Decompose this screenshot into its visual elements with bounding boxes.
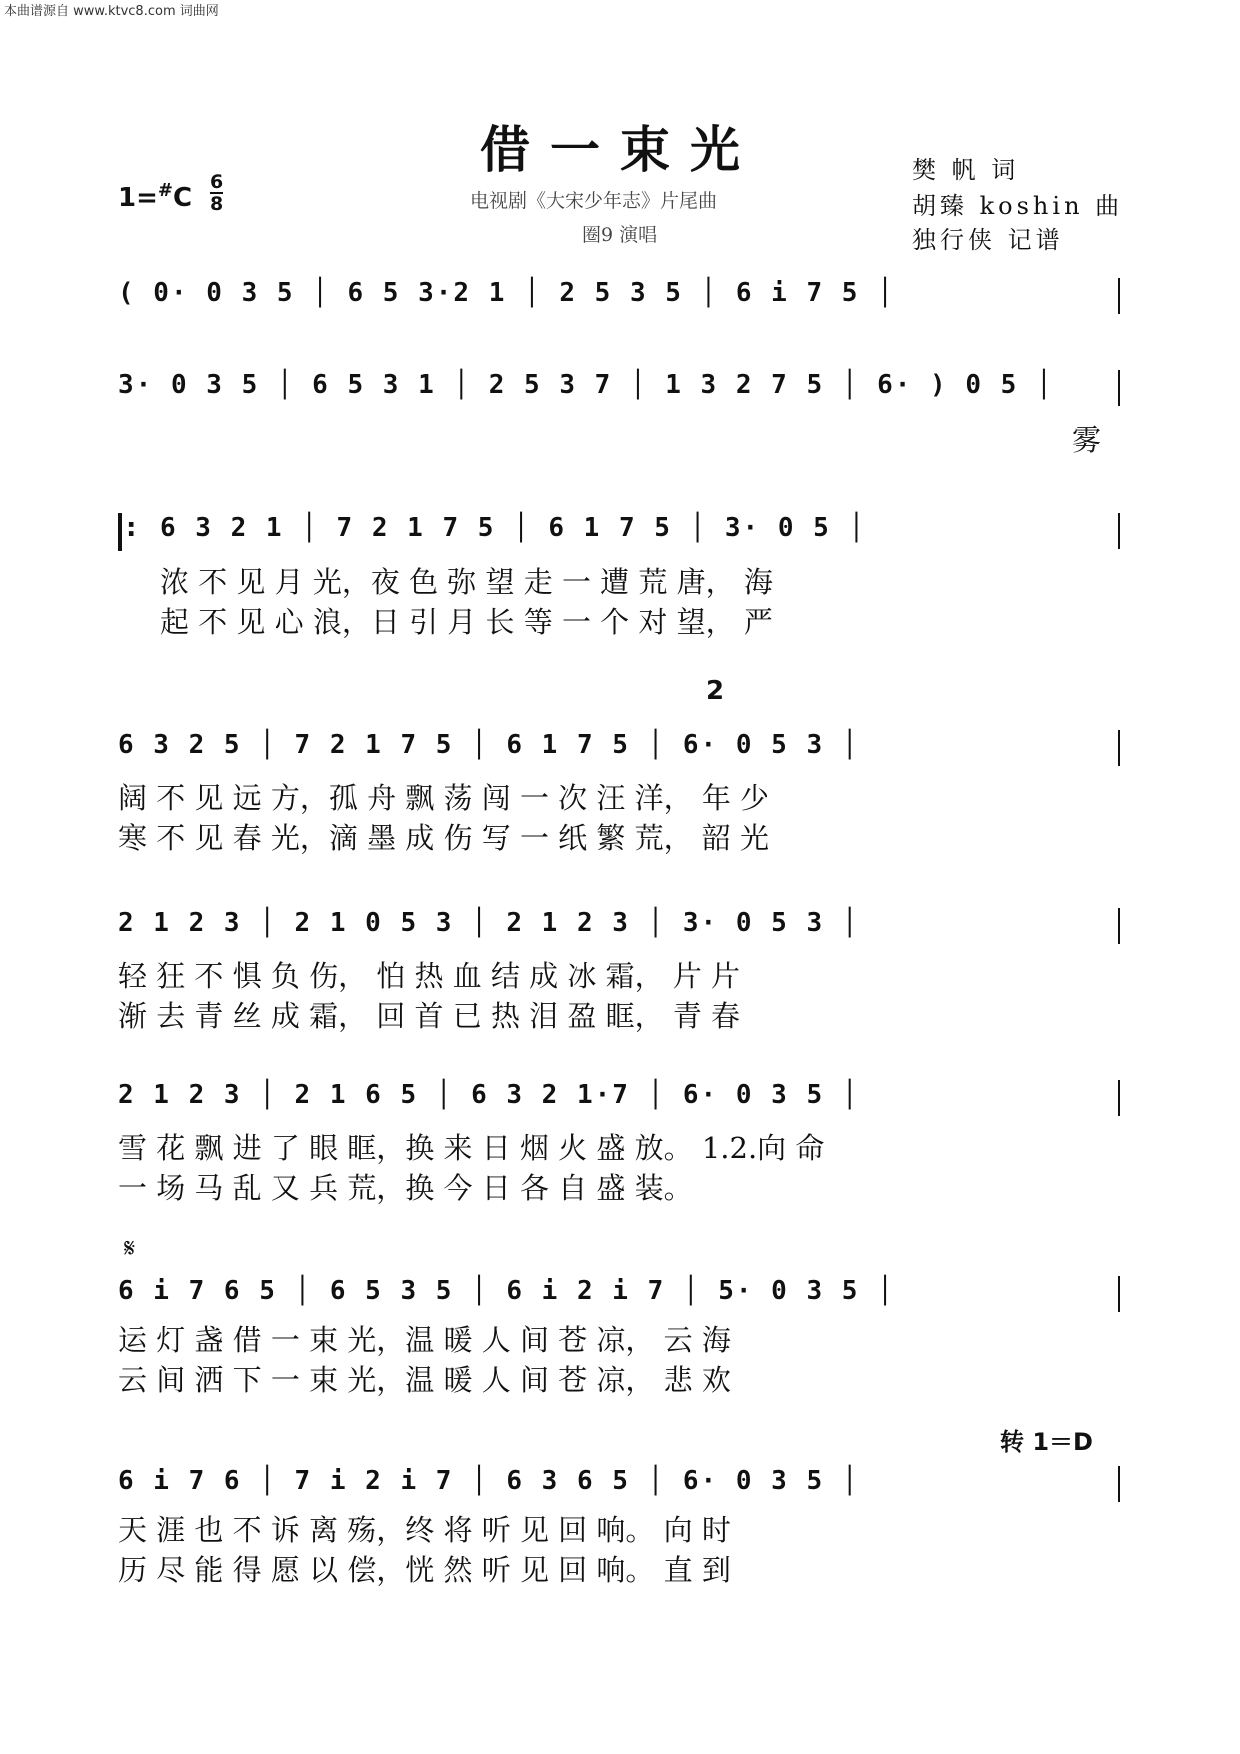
notation-row-2: 3· 0 3 5 │ 6 5 3 1 │ 2 5 3 7 │ 1 3 2 7 5 │ 6· ) 0 5 │ xyxy=(118,370,1054,400)
watermark: 本曲谱源自 www.ktvc8.com 词曲网 xyxy=(4,4,219,19)
key-note: C xyxy=(172,183,193,213)
lyricist-credit: 樊 帆 词 xyxy=(912,156,1020,184)
lyric-row-8-verse-2: 历 尽 能 得 愿 以 偿，恍 然 听 见 回 响。 直 到 xyxy=(118,1553,731,1587)
lyric-row-3-verse-2: 起 不 见 心 浪，日 引 月 长 等 一 个 对 望， 严 xyxy=(160,605,773,639)
composer-credit: 胡臻 koshin 曲 xyxy=(912,192,1124,220)
lyric-row-3-verse-1: 浓 不 见 月 光，夜 色 弥 望 走 一 遭 荒 唐， 海 xyxy=(160,565,773,599)
time-denominator: 8 xyxy=(210,193,224,215)
barline xyxy=(1118,908,1120,944)
performer: 圈9 演唱 xyxy=(582,224,658,246)
repeat-start-bar xyxy=(118,513,122,551)
lyric-row-6-verse-2: 一 场 马 乱 又 兵 荒，换 今 日 各 自 盛 装。 xyxy=(118,1171,693,1205)
barline xyxy=(1118,370,1120,406)
lyric-row-8-verse-1: 天 涯 也 不 诉 离 殇，终 将 听 见 回 响。 向 时 xyxy=(118,1513,731,1547)
notation-row-4: 6 3 2 5 │ 7 2 1 7 5 │ 6 1 7 5 │ 6· 0 5 3 │ xyxy=(118,730,860,760)
notation-row-1: ( 0· 0 3 5 │ 6 5 3·2 1 │ 2 5 3 5 │ 6 i 7 5 │ xyxy=(118,278,895,308)
lyric-row-2: 雾 xyxy=(1072,423,1102,457)
subtitle: 电视剧《大宋少年志》片尾曲 xyxy=(470,190,718,212)
lyric-row-4-verse-1: 阔 不 见 远 方，孤 舟 飘 荡 闯 一 次 汪 洋， 年 少 xyxy=(118,781,770,815)
segno-sign: 𝄋 xyxy=(124,1234,136,1264)
key-signature xyxy=(118,180,192,213)
notation-row-5: 2 1 2 3 │ 2 1 0 5 3 │ 2 1 2 3 │ 3· 0 5 3 │ xyxy=(118,908,860,938)
barline xyxy=(1118,1276,1120,1312)
key-prefix: 1= xyxy=(118,183,158,213)
notation-row-8: 6 i 7 6 │ 7 i 2 i 7 │ 6 3 6 5 │ 6· 0 3 5 │ xyxy=(118,1466,860,1496)
sharp-sign: # xyxy=(157,180,173,201)
barline xyxy=(1118,730,1120,766)
lyric-row-4-verse-2: 寒 不 见 春 光，滴 墨 成 伤 写 一 纸 繁 荒， 韶 光 xyxy=(118,821,770,855)
barline xyxy=(1118,1466,1120,1502)
barline xyxy=(1118,278,1120,314)
lyric-row-7-verse-2: 云 间 洒 下 一 束 光，温 暖 人 间 苍 凉， 悲 欢 xyxy=(118,1363,731,1397)
transcriber-credit: 独行侠 记谱 xyxy=(912,226,1064,254)
notation-row-3: 6 3 2 1 │ 7 2 1 7 5 │ 6 1 7 5 │ 3· 0 5 │ xyxy=(160,513,867,543)
lyric-row-7-verse-1: 运 灯 盏 借 一 束 光，温 暖 人 间 苍 凉， 云 海 xyxy=(118,1323,731,1357)
time-numerator: 6 xyxy=(210,171,224,193)
song-title: 借一束光 xyxy=(480,120,760,179)
time-signature xyxy=(210,172,223,214)
volta-2-mark: 2 xyxy=(706,676,725,706)
notation-row-7: 6 i 7 6 5 │ 6 5 3 5 │ 6 i 2 i 7 │ 5· 0 3 5 │ xyxy=(118,1276,895,1306)
barline xyxy=(1118,513,1120,549)
modulation-mark: 转 1＝D xyxy=(1000,1428,1093,1456)
notation-row-6: 2 1 2 3 │ 2 1 6 5 │ 6 3 2 1·7 │ 6· 0 3 5 │ xyxy=(118,1080,860,1110)
lyric-row-6-verse-1: 雪 花 飘 进 了 眼 眶，换 来 日 烟 火 盛 放。 1.2.向 命 xyxy=(118,1131,825,1165)
repeat-dots: : xyxy=(126,513,137,543)
lyric-row-5-verse-2: 渐 去 青 丝 成 霜， 回 首 已 热 泪 盈 眶， 青 春 xyxy=(118,999,741,1033)
lyric-row-5-verse-1: 轻 狂 不 惧 负 伤， 怕 热 血 结 成 冰 霜， 片 片 xyxy=(118,959,741,993)
barline xyxy=(1118,1080,1120,1116)
